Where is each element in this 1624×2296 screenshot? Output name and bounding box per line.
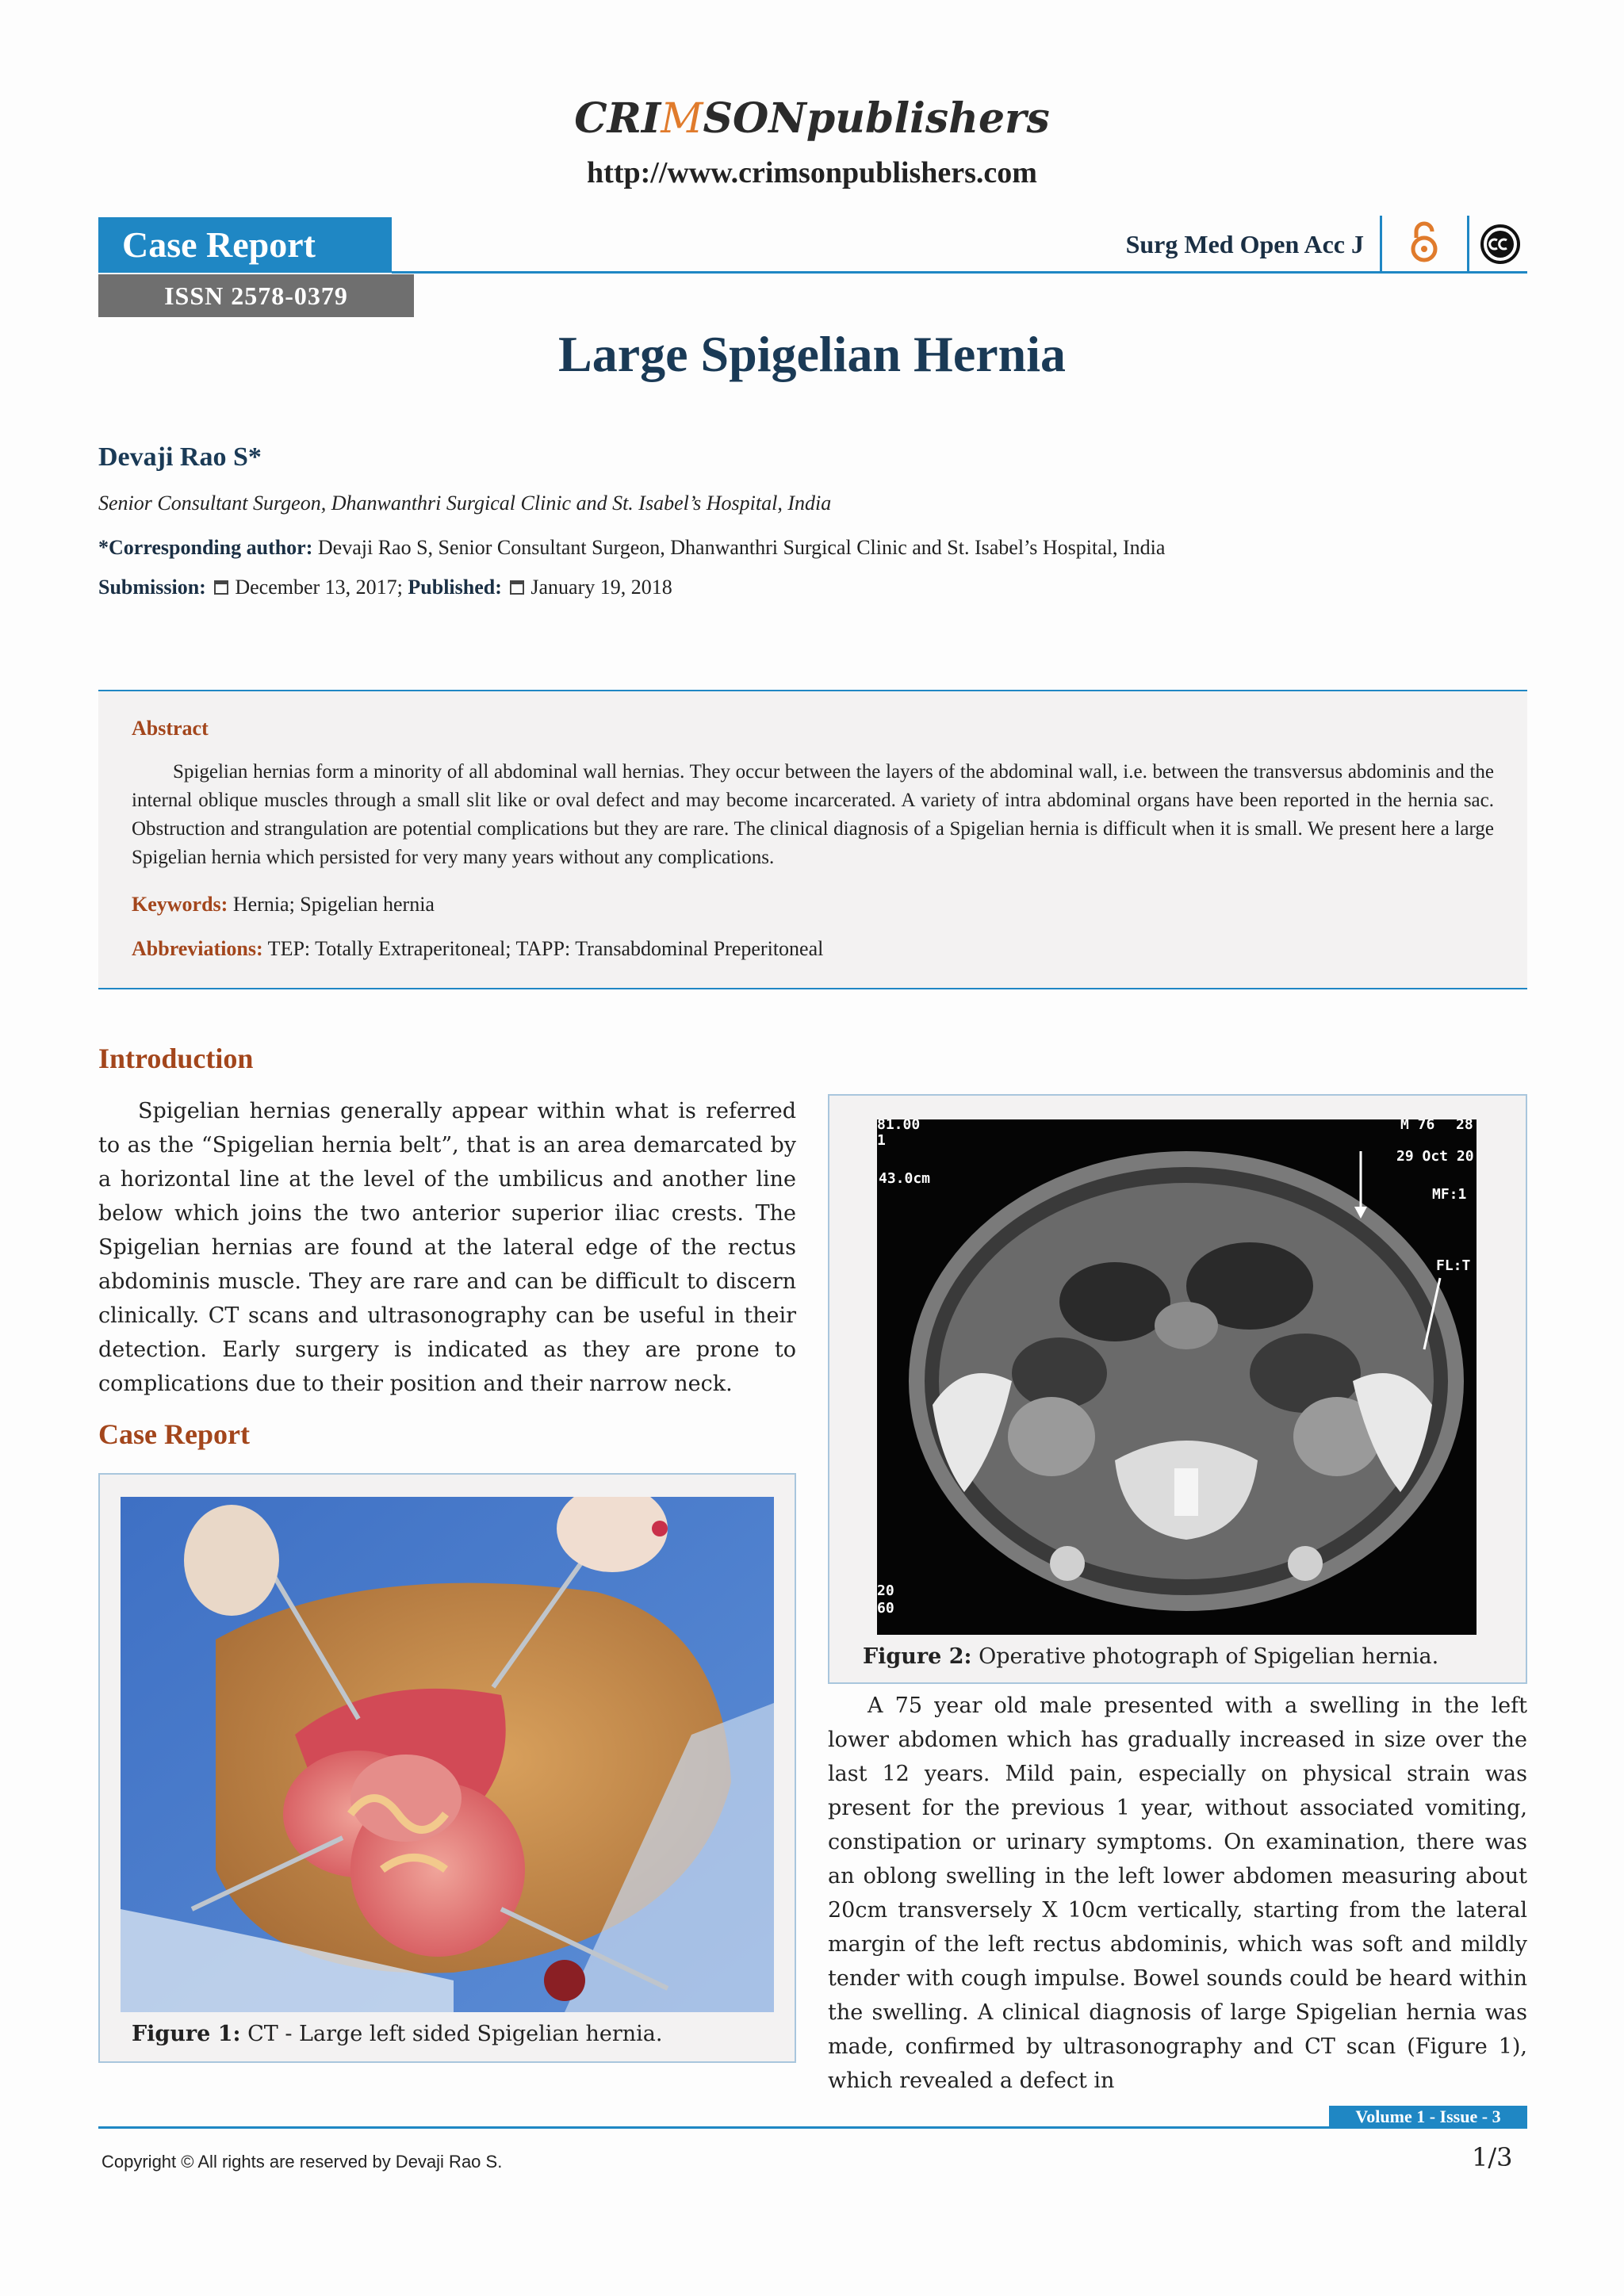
- author-affiliation: Senior Consultant Surgeon, Dhanwanthri Surgical Clinic and St. Isabel’s Hospital, India: [98, 492, 832, 515]
- abbreviations-label: Abbreviations:: [132, 937, 263, 960]
- submission-label: Submission:: [98, 576, 206, 599]
- ct-overlay-text: MF:1: [1432, 1186, 1467, 1203]
- figure-1-caption: [132, 2022, 662, 2046]
- figure-2-caption: [863, 1644, 1438, 1669]
- keywords-label: Keywords:: [132, 893, 228, 916]
- header-rule: [392, 271, 1527, 274]
- article-type-tab: Case Report: [98, 217, 392, 273]
- abbreviations-line: [132, 937, 823, 961]
- figure-1-caption-text: CT - Large left sided Spigelian hernia.: [240, 2022, 663, 2046]
- ct-scan-image: [877, 1119, 1477, 1635]
- keywords-text: Hernia; Spigelian hernia: [228, 893, 435, 916]
- published-label: Published:: [408, 576, 502, 599]
- submission-date: December 13, 2017;: [235, 576, 403, 599]
- footer-rule: [98, 2126, 1527, 2129]
- published-date: January 19, 2018: [530, 576, 672, 599]
- ct-overlay-text: 20: [877, 1582, 894, 1599]
- calendar-icon: [510, 580, 524, 595]
- section-heading-case-report: Case Report: [98, 1418, 250, 1450]
- publisher-url[interactable]: http://www.crimsonpublishers.com: [587, 156, 1037, 189]
- publisher-logo: [0, 94, 1624, 144]
- section-heading-introduction: Introduction: [98, 1043, 254, 1074]
- abstract-heading: Abstract: [132, 717, 209, 740]
- dates-line: [98, 576, 672, 599]
- article-title: Large Spigelian Hernia: [558, 326, 1066, 382]
- header-divider: [1380, 216, 1382, 271]
- keywords-line: [132, 893, 435, 916]
- ct-overlay-text: 29 Oct 20: [1396, 1148, 1474, 1165]
- author-name: Devaji Rao S*: [98, 442, 262, 472]
- issn-label: ISSN 2578-0379: [98, 274, 414, 317]
- ct-overlay-text: FL:T: [1436, 1257, 1471, 1274]
- corresponding-author: [98, 536, 1165, 560]
- ct-overlay-text: 60: [877, 1600, 894, 1617]
- ct-overlay-text: 81.00: [877, 1119, 921, 1133]
- figure-2-label: Figure 2:: [863, 1644, 972, 1669]
- creative-commons-icon[interactable]: [1480, 224, 1521, 265]
- header-divider: [1467, 216, 1469, 271]
- brand-part: CRI: [574, 94, 661, 143]
- corresponding-text: Devaji Rao S, Senior Consultant Surgeon, Dhanwanthri Surgical Clinic and St. Isabel’s Hospital, India: [312, 536, 1166, 559]
- corresponding-label: *Corresponding author:: [98, 536, 313, 559]
- ct-overlay-text: 1: [877, 1132, 886, 1149]
- case-report-paragraph: A 75 year old male presented with a swelling in the left lower abdomen which has gradually increased in size over the last 12 years. Mild pain, especially on physical strain was present for the previous 1 year, without associated vomiting, constipation or urinary symptoms. On examination, there was an oblong swelling in the left lower abdomen measuring about 20cm transversely X 10cm vertically, starting from the lateral margin of the left rectus abdominis, which was soft and mildly tender with cough impulse. Bowel sounds could be heard within the swelling. A clinical diagnosis of large Spigelian hernia was made, confirmed by ultrasonography and CT scan (Figure 1), which revealed a defect in: [828, 1693, 1527, 2093]
- abstract-text: Spigelian hernias form a minority of all abdominal wall hernias. They occur between the layers of the abdominal wall, i.e. between the transversus abdominis and the internal oblique muscles through a small slit like or oval defect and may become incarcerated. A variety of intra abdominal organs have been reported in the hernia sac. Obstruction and strangulation are potential complications but they are rare. The clinical diagnosis of a Spigelian hernia is difficult when it is small. We present here a large Spigelian hernia which persisted for very many years without any complications.: [132, 761, 1494, 868]
- abbreviations-text: TEP: Totally Extraperitoneal; TAPP: Transabdominal Preperitoneal: [262, 937, 824, 960]
- calendar-icon: [214, 580, 228, 595]
- page-number: 1/3: [1472, 2142, 1513, 2172]
- introduction-paragraph: Spigelian hernias generally appear within what is referred to as the “Spigelian hernia belt”, that is an area demarcated by a horizontal line at the level of the umbilicus and another line below which joins the two anterior superior iliac crests. The Spigelian hernias are found at the lateral edge of the rectus abdominis muscle. They are rare and can be difficult to discern clinically. CT scans and ultrasonography can be useful in their detection. Early surgery is indicated as they are prone to complications due to their position and their narrow neck.: [98, 1099, 796, 1396]
- brand-part: SON: [703, 94, 806, 143]
- operative-photograph: [121, 1497, 774, 2012]
- ct-overlay-text: 43.0cm: [879, 1170, 931, 1187]
- ct-overlay-text: M 76: [1400, 1119, 1435, 1133]
- brand-suffix: publishers: [806, 94, 1050, 143]
- figure-2-caption-text: Operative photograph of Spigelian hernia.: [971, 1644, 1439, 1669]
- ct-overlay-text: 28: [1456, 1119, 1473, 1133]
- journal-name: Surg Med Open Acc J: [1125, 230, 1364, 258]
- figure-1-label: Figure 1:: [132, 2022, 241, 2046]
- brand-letter-m: M: [661, 95, 703, 143]
- volume-issue-tag: Volume 1 - Issue - 3: [1329, 2106, 1527, 2128]
- open-access-icon[interactable]: [1402, 220, 1446, 265]
- copyright-notice: Copyright © All rights are reserved by Devaji Rao S.: [102, 2152, 503, 2172]
